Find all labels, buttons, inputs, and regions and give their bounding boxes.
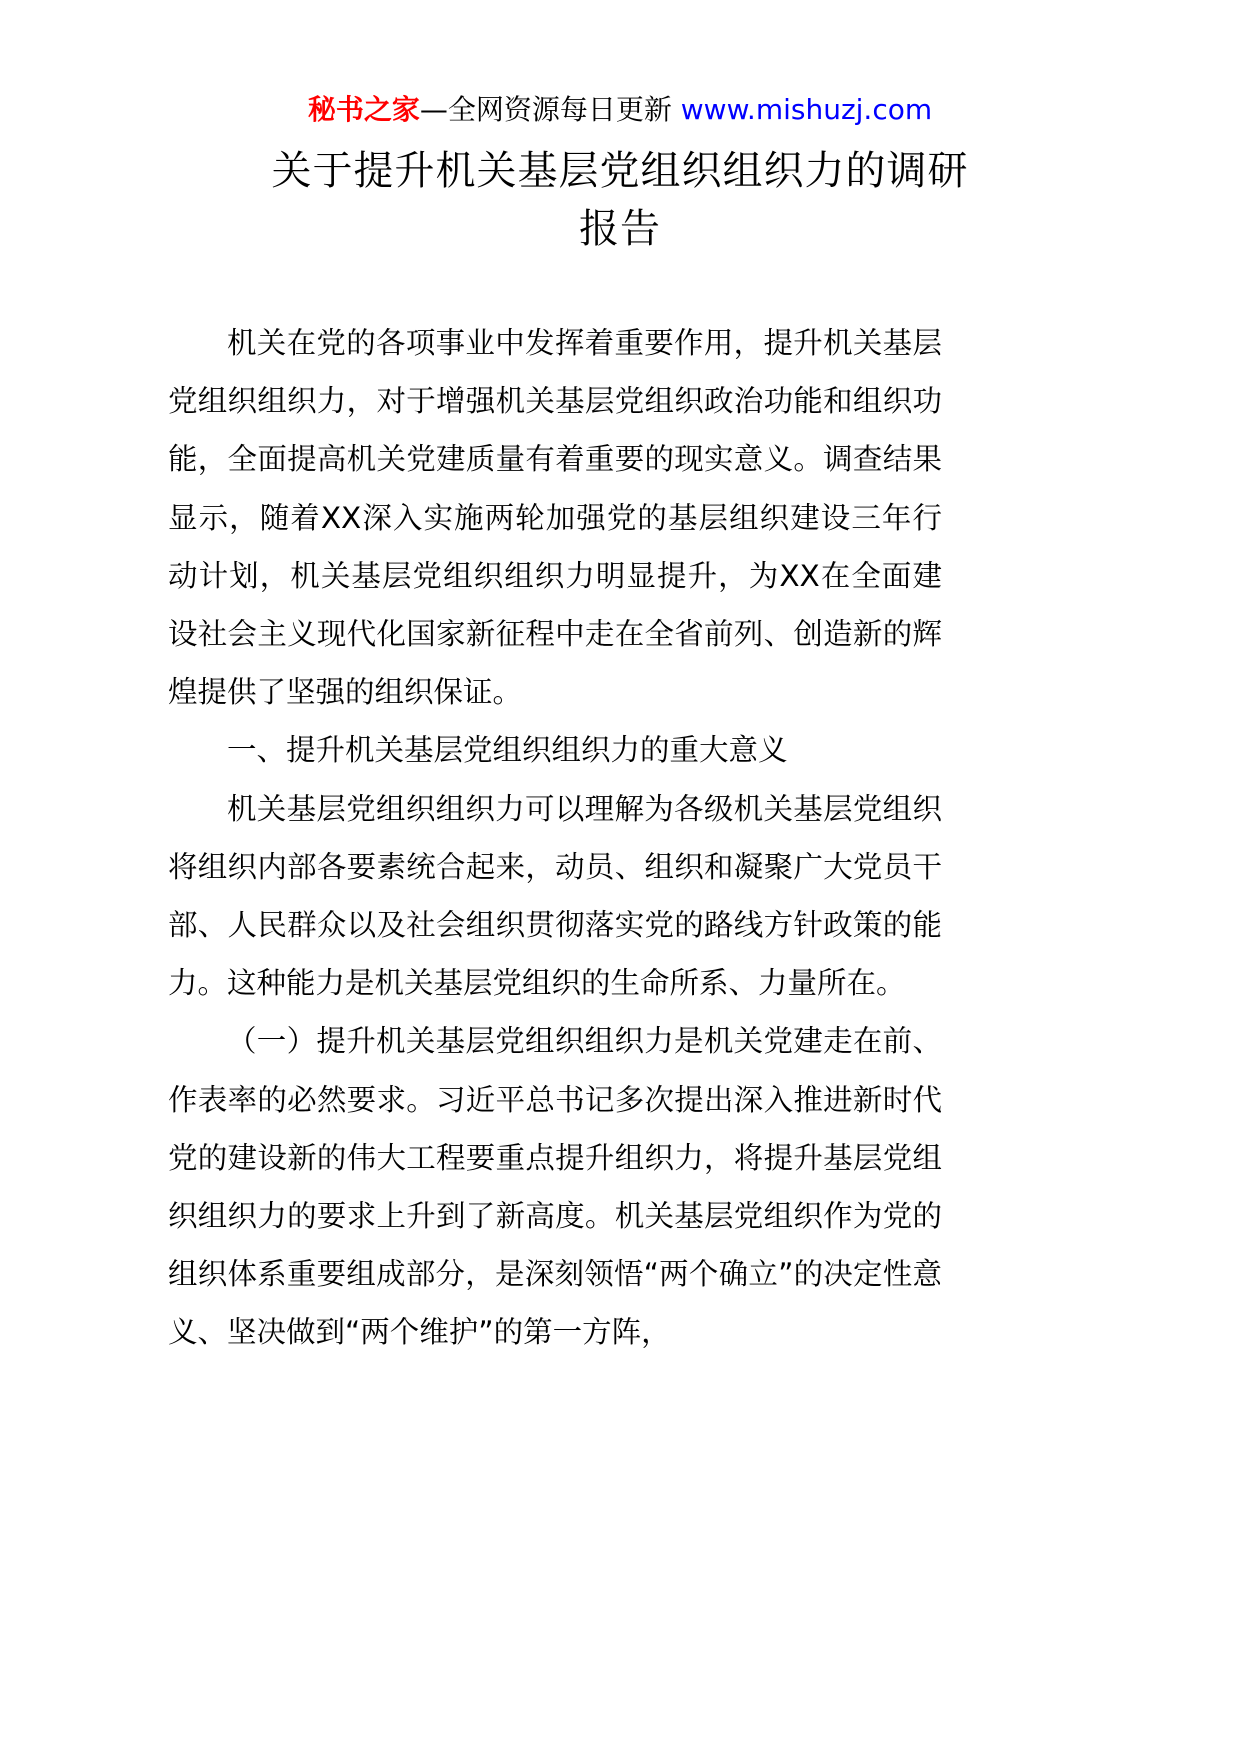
section-heading-1: 一、提升机关基层党组织组织力的重大意义 <box>227 733 788 768</box>
body-paragraph: （一）提升机关基层党组织组织力是机关党建走在前、作表率的必然要求。习近平总书记多次提出深入推进新时代党的建设新的伟大工程要重点提升组织力，将提升基层党组织组织力的要求上升到了新高度。机关基层党组织作为党的组织体系重要组成部分，是深刻领悟“两个确立”的决定性意义、坚决做到“两个维护”的第一方阵， <box>168 1024 942 1350</box>
document-body <box>168 314 942 1362</box>
document-title-line-2: 报告 <box>579 206 661 252</box>
document-title-line-1: 关于提升机关基层党组织组织力的调研 <box>271 148 969 194</box>
site-tagline: —全网资源每日更新 <box>419 93 681 126</box>
site-brand: 秘书之家 <box>307 93 420 126</box>
site-url-link[interactable]: www.mishuzj.com <box>680 93 933 126</box>
body-paragraph: 机关基层党组织组织力可以理解为各级机关基层党组织将组织内部各要素统合起来，动员、组织和凝聚广大党员干部、人民群众以及社会组织贯彻落实党的路线方针政策的能力。这种能力是机关基层党组织的生命所系、力量所在。 <box>168 791 942 1001</box>
document-title <box>200 142 1040 258</box>
intro-paragraph: 机关在党的各项事业中发挥着重要作用，提升机关基层党组织组织力，对于增强机关基层党组织政治功能和组织功能，全面提高机关党建质量有着重要的现实意义。调查结果显示，随着XX深入实施两轮加强党的基层组织建设三年行动计划，机关基层党组织组织力明显提升，为XX在全面建设社会主义现代化国家新征程中走在全省前列、创造新的辉煌提供了坚强的组织保证。 <box>168 326 942 710</box>
site-header <box>0 88 1240 132</box>
